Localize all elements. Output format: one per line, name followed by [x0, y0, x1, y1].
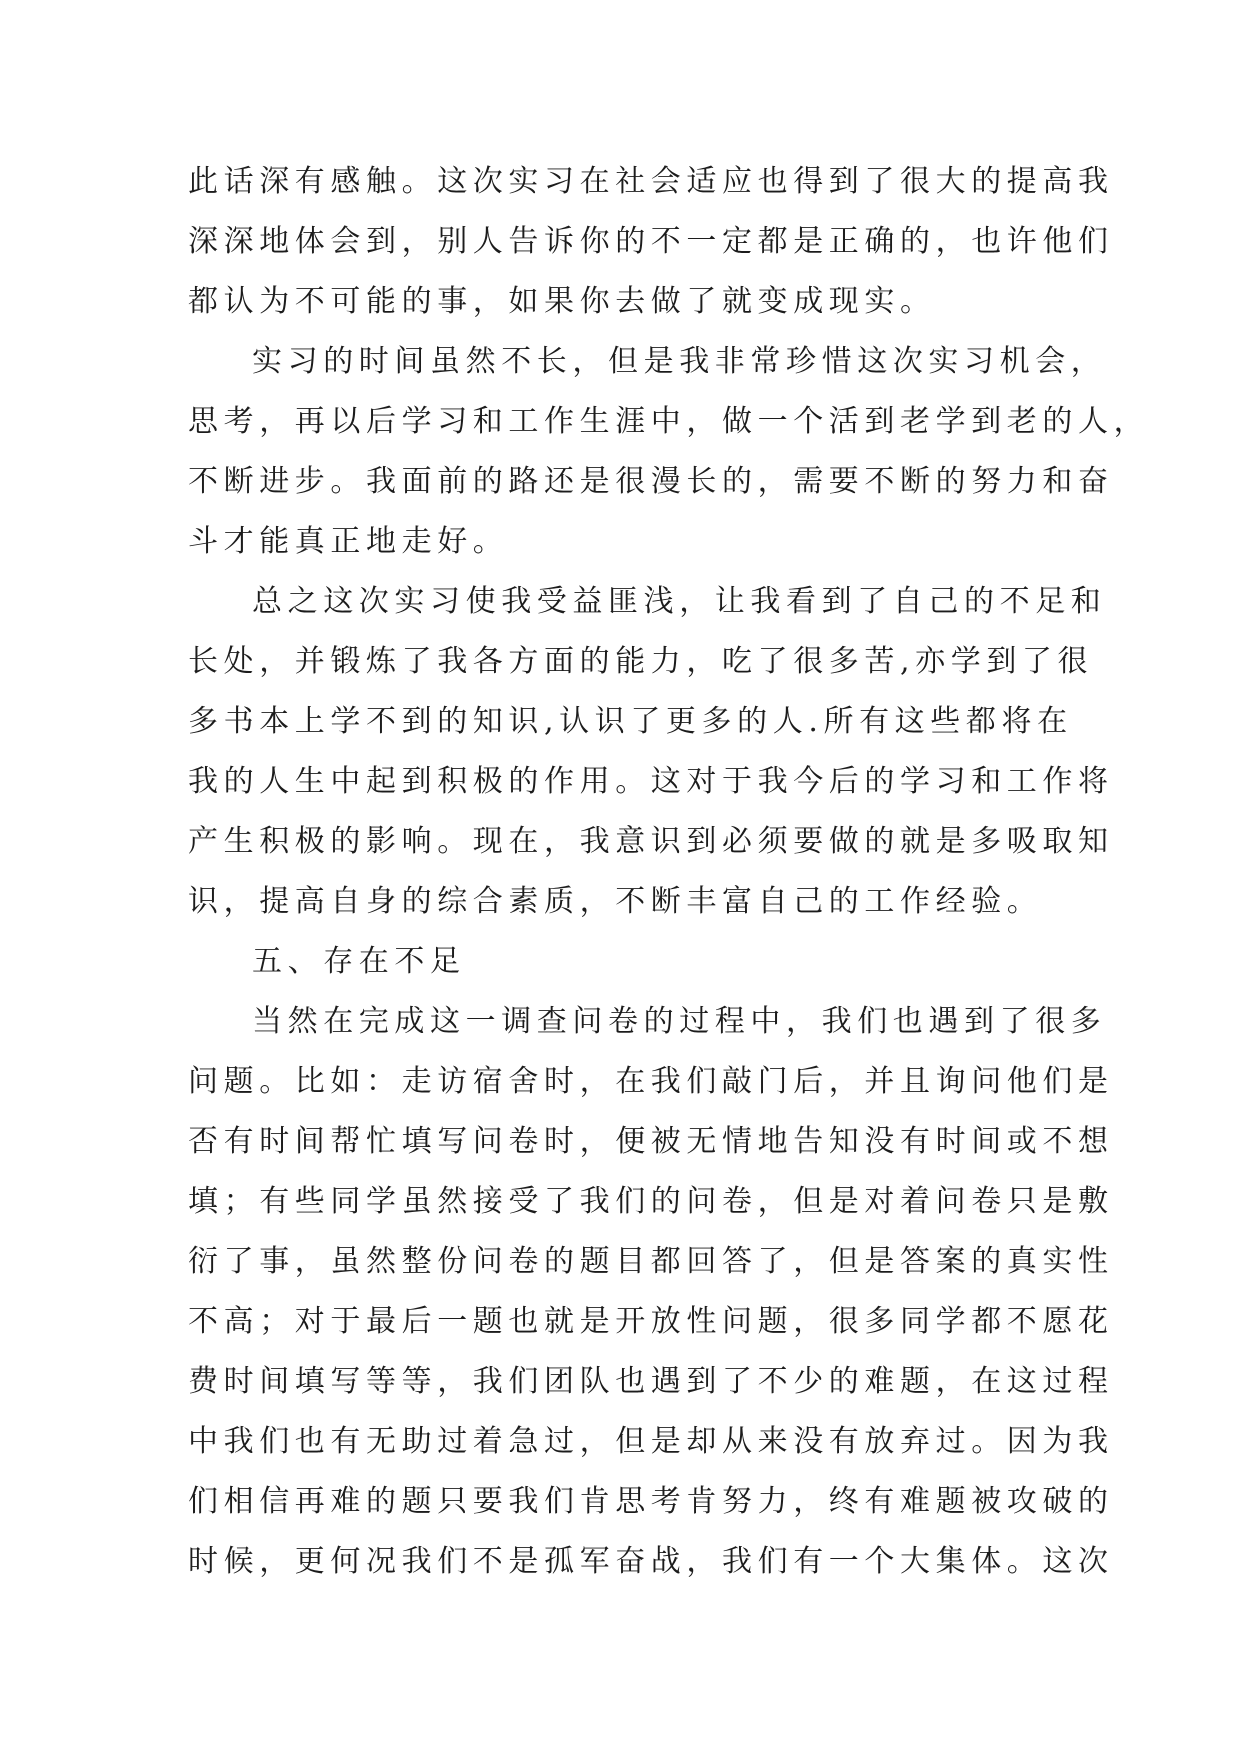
heading-text: 五、存在不足 [252, 944, 466, 979]
paragraph-2 [188, 332, 1150, 572]
text-line: 们相信再难的题只要我们肯思考肯努力，终有难题被攻破的 [188, 1484, 1114, 1519]
text-line: 都认为不可能的事，如果你去做了就变成现实。 [188, 284, 936, 319]
text-line: 长处，并锻炼了我各方面的能力，吃了很多苦,亦学到了很 [188, 644, 1094, 679]
text-line: 填；有些同学虽然接受了我们的问卷，但是对着问卷只是敷 [188, 1184, 1114, 1219]
text-line: 中我们也有无助过着急过，但是却从来没有放弃过。因为我 [188, 1424, 1114, 1459]
text-line: 此话深有感触。这次实习在社会适应也得到了很大的提高我 [188, 164, 1114, 199]
text-line: 否有时间帮忙填写问卷时，便被无情地告知没有时间或不想 [188, 1124, 1114, 1159]
text-line: 时候，更何况我们不是孤军奋战，我们有一个大集体。这次 [188, 1544, 1114, 1579]
text-line: 思考，再以后学习和工作生涯中，做一个活到老学到老的人， [188, 404, 1150, 439]
text-line: 识，提高自身的综合素质，不断丰富自己的工作经验。 [188, 884, 1043, 919]
text-line: 衍了事，虽然整份问卷的题目都回答了，但是答案的真实性 [188, 1244, 1114, 1279]
text-line: 斗才能真正地走好。 [188, 524, 509, 559]
paragraph-5 [188, 992, 1114, 1592]
paragraph-1 [188, 152, 1114, 332]
text-line: 总之这次实习使我受益匪浅，让我看到了自己的不足和 [252, 584, 1107, 619]
text-line: 当然在完成这一调查问卷的过程中，我们也遇到了很多 [252, 1004, 1107, 1039]
text-line: 我的人生中起到积极的作用。这对于我今后的学习和工作将 [188, 764, 1114, 799]
text-line: 费时间填写等等，我们团队也遇到了不少的难题，在这过程 [188, 1364, 1114, 1399]
text-line: 不高；对于最后一题也就是开放性问题，很多同学都不愿花 [188, 1304, 1114, 1339]
section-heading [188, 932, 1048, 992]
document-body [188, 152, 1150, 1592]
paragraph-3 [188, 572, 1114, 932]
text-line: 多书本上学不到的知识,认识了更多的人.所有这些都将在 [188, 704, 1073, 739]
text-line: 问题。比如：走访宿舍时，在我们敲门后，并且询问他们是 [188, 1064, 1114, 1099]
text-line: 实习的时间虽然不长，但是我非常珍惜这次实习机会， [252, 344, 1107, 379]
text-line: 产生积极的影响。现在，我意识到必须要做的就是多吸取知 [188, 824, 1114, 859]
text-line: 深深地体会到，别人告诉你的不一定都是正确的，也许他们 [188, 224, 1114, 259]
text-line: 不断进步。我面前的路还是很漫长的，需要不断的努力和奋 [188, 464, 1114, 499]
